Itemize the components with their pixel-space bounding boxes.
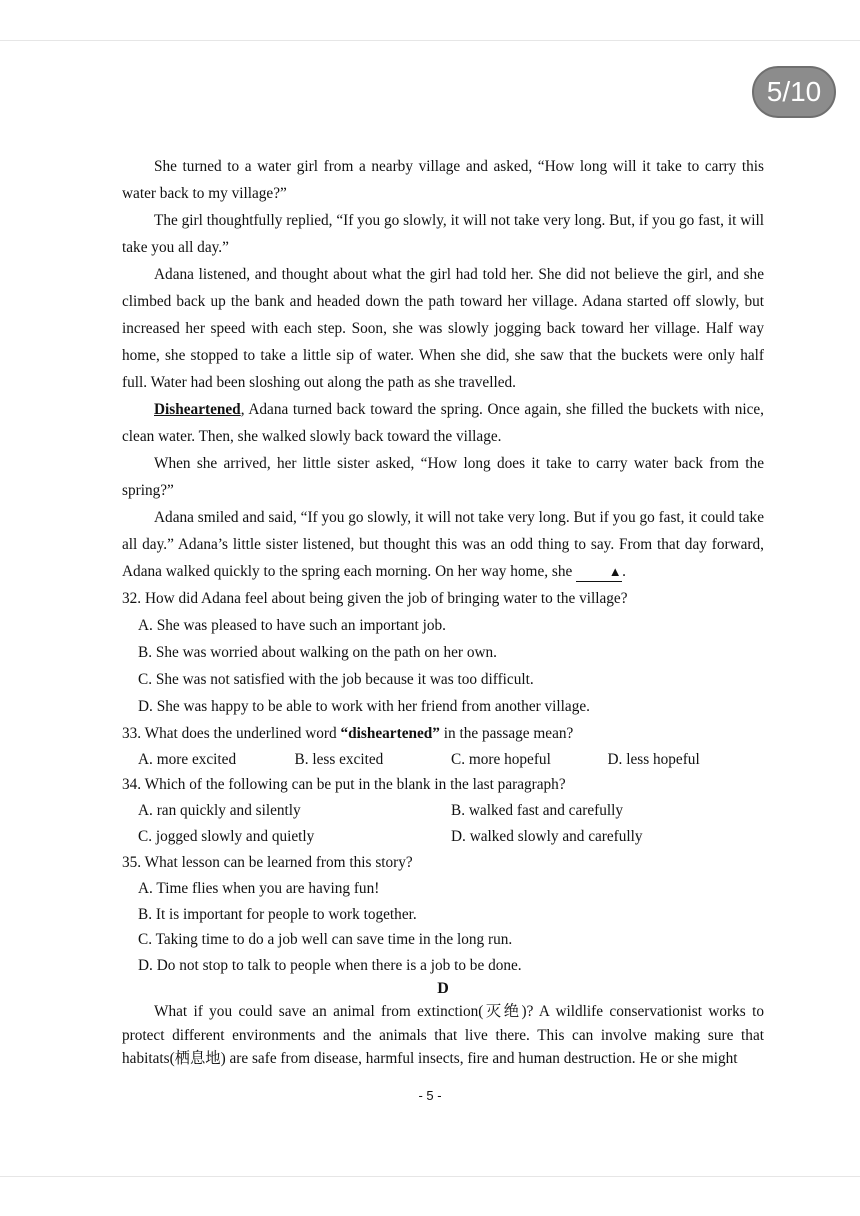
question-32-option-b: B. She was worried about walking on the path on her own. (138, 644, 497, 661)
page-content (122, 153, 764, 1071)
question-34-options-row-2 (122, 824, 764, 850)
question-35-option-b: B. It is important for people to work together. (138, 905, 417, 923)
question-33-stem (122, 720, 764, 747)
question-33-keyword: “disheartened” (340, 725, 440, 742)
passage-paragraph-6 (122, 504, 764, 585)
question-35-option-a: A. Time flies when you are having fun! (138, 880, 380, 897)
section-d-paragraph-1: What if you could save an animal from extinction(灭绝)? A wildlife conservationist works to protect different environments and the animals that live there. This can involve making sure that habitats(栖息地) are safe from disease, harmful insects, fire and human destruction. He or she might (122, 1003, 764, 1067)
question-33-option-c: C. more hopeful (451, 751, 551, 768)
question-34-option-a: A. ran quickly and silently (138, 802, 301, 819)
question-35-option-d: D. Do not stop to talk to people when there is a job to be done. (138, 956, 522, 974)
page-indicator-badge: 5/10 (752, 66, 836, 118)
question-33-stem-end: in the passage mean? (439, 725, 574, 742)
question-34-stem: 34. Which of the following can be put in the blank in the last paragraph? (122, 776, 566, 793)
question-35-stem: 35. What lesson can be learned from this story? (122, 854, 413, 871)
passage-paragraph-6-end: . (622, 563, 626, 580)
passage-paragraph-1: She turned to a water girl from a nearby village and asked, “How long will it take to carry this water back to my village?” (122, 158, 764, 202)
question-34-option-b: B. walked fast and carefully (451, 802, 624, 819)
question-32-option-c: C. She was not satisfied with the job because it was too difficult. (138, 671, 534, 688)
question-34-option-d: D. walked slowly and carefully (451, 828, 643, 845)
passage-paragraph-2: The girl thoughtfully replied, “If you go slowly, it will not take very long. But, if you go fast, it will take you all day.” (122, 212, 764, 256)
underlined-keyword: Disheartened (154, 401, 241, 418)
question-33-option-b: B. less excited (294, 751, 384, 768)
page-number: - 5 - (418, 1088, 442, 1103)
question-35-option-c: C. Taking time to do a job well can save time in the long run. (138, 931, 513, 948)
question-33-option-d: D. less hopeful (607, 751, 700, 768)
question-32-option-a: A. She was pleased to have such an important job. (138, 617, 446, 634)
question-32-stem: 32. How did Adana feel about being given the job of bringing water to the village? (122, 590, 628, 607)
passage-paragraph-4 (122, 396, 764, 450)
question-33-stem-start: 33. What does the underlined word (122, 725, 341, 742)
question-33-options (122, 747, 764, 772)
question-33-option-a: A. more excited (138, 751, 237, 768)
bottom-divider (0, 1176, 860, 1177)
answer-blank-triangle-icon: ▲ (576, 563, 622, 582)
passage-paragraph-5: When she arrived, her little sister asked, “How long does it take to carry water back from the spring?” (122, 455, 764, 499)
top-divider (0, 40, 860, 41)
question-32-option-d: D. She was happy to be able to work with her friend from another village. (138, 698, 590, 715)
passage-paragraph-3: Adana listened, and thought about what the girl had told her. She did not believe the girl, and she climbed back up the bank and headed down the path toward her village. Adana started off slowly, but increased her speed with each step. Soon, she was slowly jogging back toward her village. Half way home, she stopped to take a little sip of water. When she did, she saw that the buckets were only half full. Water had been sloshing out along the path as she travelled. (122, 266, 764, 391)
section-d-heading: D (437, 980, 449, 997)
question-34-option-c: C. jogged slowly and quietly (138, 828, 315, 845)
passage-paragraph-6-text: Adana smiled and said, “If you go slowly, it will not take very long. But if you go fast, it could take all day.” Adana’s little sister listened, but thought this was an odd thing to say. From that day forward, Adana walked quickly to the spring each morning. On her way home, she (122, 509, 764, 580)
passage-paragraph-4-text: , Adana turned back toward the spring. Once again, she filled the buckets with nice, clean water. Then, she walked slowly back toward the village. (122, 401, 764, 445)
question-34-options-row-1 (122, 798, 764, 824)
